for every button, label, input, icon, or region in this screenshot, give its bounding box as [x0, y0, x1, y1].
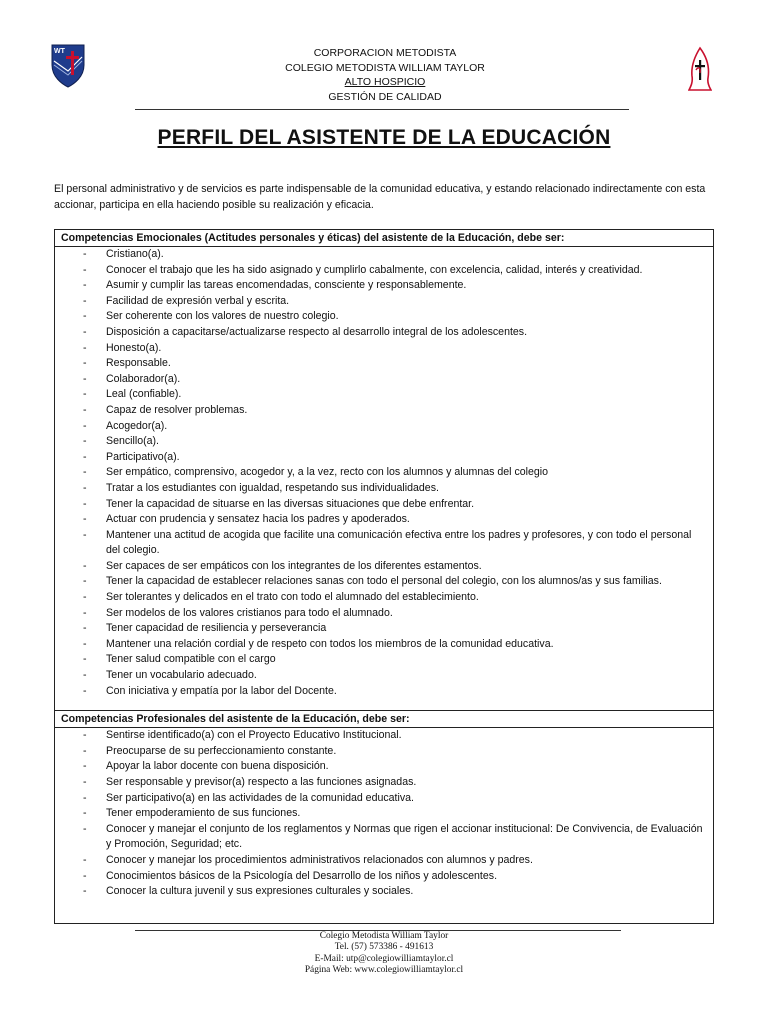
list-item: - Sentirse identificado(a) con el Proyecto Educativo Institucional. — [55, 728, 713, 744]
letterhead-school: COLEGIO METODISTA WILLIAM TAYLOR — [285, 61, 485, 74]
footer — [0, 931, 768, 977]
list-item: - Apoyar la labor docente con buena disposición. — [55, 759, 713, 775]
list-item: - Mantener una relación cordial y de respeto con todos los miembros de la comunidad educativa. — [55, 637, 713, 653]
list-item: - Actuar con prudencia y sensatez hacia los padres y apoderados. — [55, 512, 713, 528]
emotional-competencies-list — [55, 247, 713, 699]
list-item: - Facilidad de expresión verbal y escrita. — [55, 294, 713, 310]
letterhead-corporation: CORPORACION METODISTA — [313, 47, 457, 59]
cross-and-flame-logo-icon — [688, 46, 712, 92]
list-item: - Sencillo(a). — [55, 434, 713, 450]
intro-paragraph: El personal administrativo y de servicios es parte indispensable de la comunidad educativa, y estando relacionado indirectamente con esta accionar, participa en ella haciendo posible su realización y eficacia. — [54, 183, 706, 211]
list-item: - Ser responsable y previsor(a) respecto a las funciones asignadas. — [55, 775, 713, 791]
list-item: - Conocer la cultura juvenil y sus expresiones culturales y sociales. — [55, 884, 713, 900]
list-item: - Capaz de resolver problemas. — [55, 403, 713, 419]
list-item: - Preocuparse de su perfeccionamiento constante. — [55, 744, 713, 760]
list-item: - Ser empático, comprensivo, acogedor y, a la vez, recto con los alumnos y alumnas del colegio — [55, 465, 713, 481]
list-item: - Tratar a los estudiantes con igualdad, respetando sus individualidades. — [55, 481, 713, 497]
list-item: - Tener un vocabulario adecuado. — [55, 668, 713, 684]
footer-email: E-Mail: utp@colegiowilliamtaylor.cl — [314, 953, 454, 964]
list-item: - Tener capacidad de resiliencia y perseverancia — [55, 621, 713, 637]
page-title: PERFIL DEL ASISTENTE DE LA EDUCACIÓN — [157, 126, 611, 149]
section-spacer — [55, 699, 713, 710]
list-item: - Ser tolerantes y delicados en el trato con todo el alumnado del establecimiento. — [55, 590, 713, 606]
school-shield-logo-icon — [50, 43, 86, 89]
list-item: - Conocimientos básicos de la Psicología del Desarrollo de los niños y adolescentes. — [55, 869, 713, 885]
professional-competencies-heading: Competencias Profesionales del asistente de la Educación, debe ser: — [55, 710, 713, 728]
footer-school-name: Colegio Metodista William Taylor — [319, 931, 449, 941]
list-item: - Mantener una actitud de acogida que facilite una comunicación efectiva entre los padres y profesores, y con todo el personal del colegio. — [55, 528, 713, 559]
list-item: - Ser participativo(a) en las actividades de la comunidad educativa. — [55, 791, 713, 807]
list-item: - Tener empoderamiento de sus funciones. — [55, 806, 713, 822]
list-item: - Asumir y cumplir las tareas encomendadas, consciente y responsablemente. — [55, 278, 713, 294]
list-item: - Ser modelos de los valores cristianos para todo el alumnado. — [55, 606, 713, 622]
emotional-competencies-heading: Competencias Emocionales (Actitudes personales y éticas) del asistente de la Educación, debe ser: — [55, 230, 713, 247]
list-item: - Leal (confiable). — [55, 387, 713, 403]
list-item: - Acogedor(a). — [55, 419, 713, 435]
svg-text:WT: WT — [54, 48, 65, 55]
list-item: - Tener la capacidad de situarse en las diversas situaciones que debe enfrentar. — [55, 497, 713, 513]
list-item: - Conocer el trabajo que les ha sido asignado y cumplirlo cabalmente, con excelencia, calidad, interés y creatividad. — [55, 263, 713, 279]
list-item: - Disposición a capacitarse/actualizarse respecto al desarrollo integral de los adolescentes. — [55, 325, 713, 341]
letterhead — [200, 46, 570, 104]
footer-phone: Tel. (57) 573386 - 491613 — [334, 942, 434, 953]
list-item: - Cristiano(a). — [55, 247, 713, 263]
competencies-table — [54, 229, 714, 924]
header-divider — [135, 109, 629, 110]
list-item: - Honesto(a). — [55, 341, 713, 357]
list-item: - Ser capaces de ser empáticos con los integrantes de los diferentes estamentos. — [55, 559, 713, 575]
letterhead-location: ALTO HOSPICIO — [344, 76, 426, 88]
professional-competencies-list — [55, 728, 713, 900]
list-item: - Colaborador(a). — [55, 372, 713, 388]
list-item: - Con iniciativa y empatía por la labor del Docente. — [55, 684, 713, 700]
list-item: - Responsable. — [55, 356, 713, 372]
list-item: - Participativo(a). — [55, 450, 713, 466]
list-item: - Ser coherente con los valores de nuestro colegio. — [55, 309, 713, 325]
letterhead-department: GESTIÓN DE CALIDAD — [328, 90, 442, 103]
list-item: - Conocer y manejar el conjunto de los reglamentos y Normas que rigen el accionar institucional: De Convivencia, de Evaluación y Promoción, Seguridad; etc. — [55, 822, 713, 853]
list-item: - Conocer y manejar los procedimientos administrativos relacionados con alumnos y padres. — [55, 853, 713, 869]
list-item: - Tener la capacidad de establecer relaciones sanas con todo el personal del colegio, con los alumnos/as y sus familias. — [55, 574, 713, 590]
list-item: - Tener salud compatible con el cargo — [55, 652, 713, 668]
footer-website: Página Web: www.colegiowilliamtaylor.cl — [304, 965, 464, 976]
